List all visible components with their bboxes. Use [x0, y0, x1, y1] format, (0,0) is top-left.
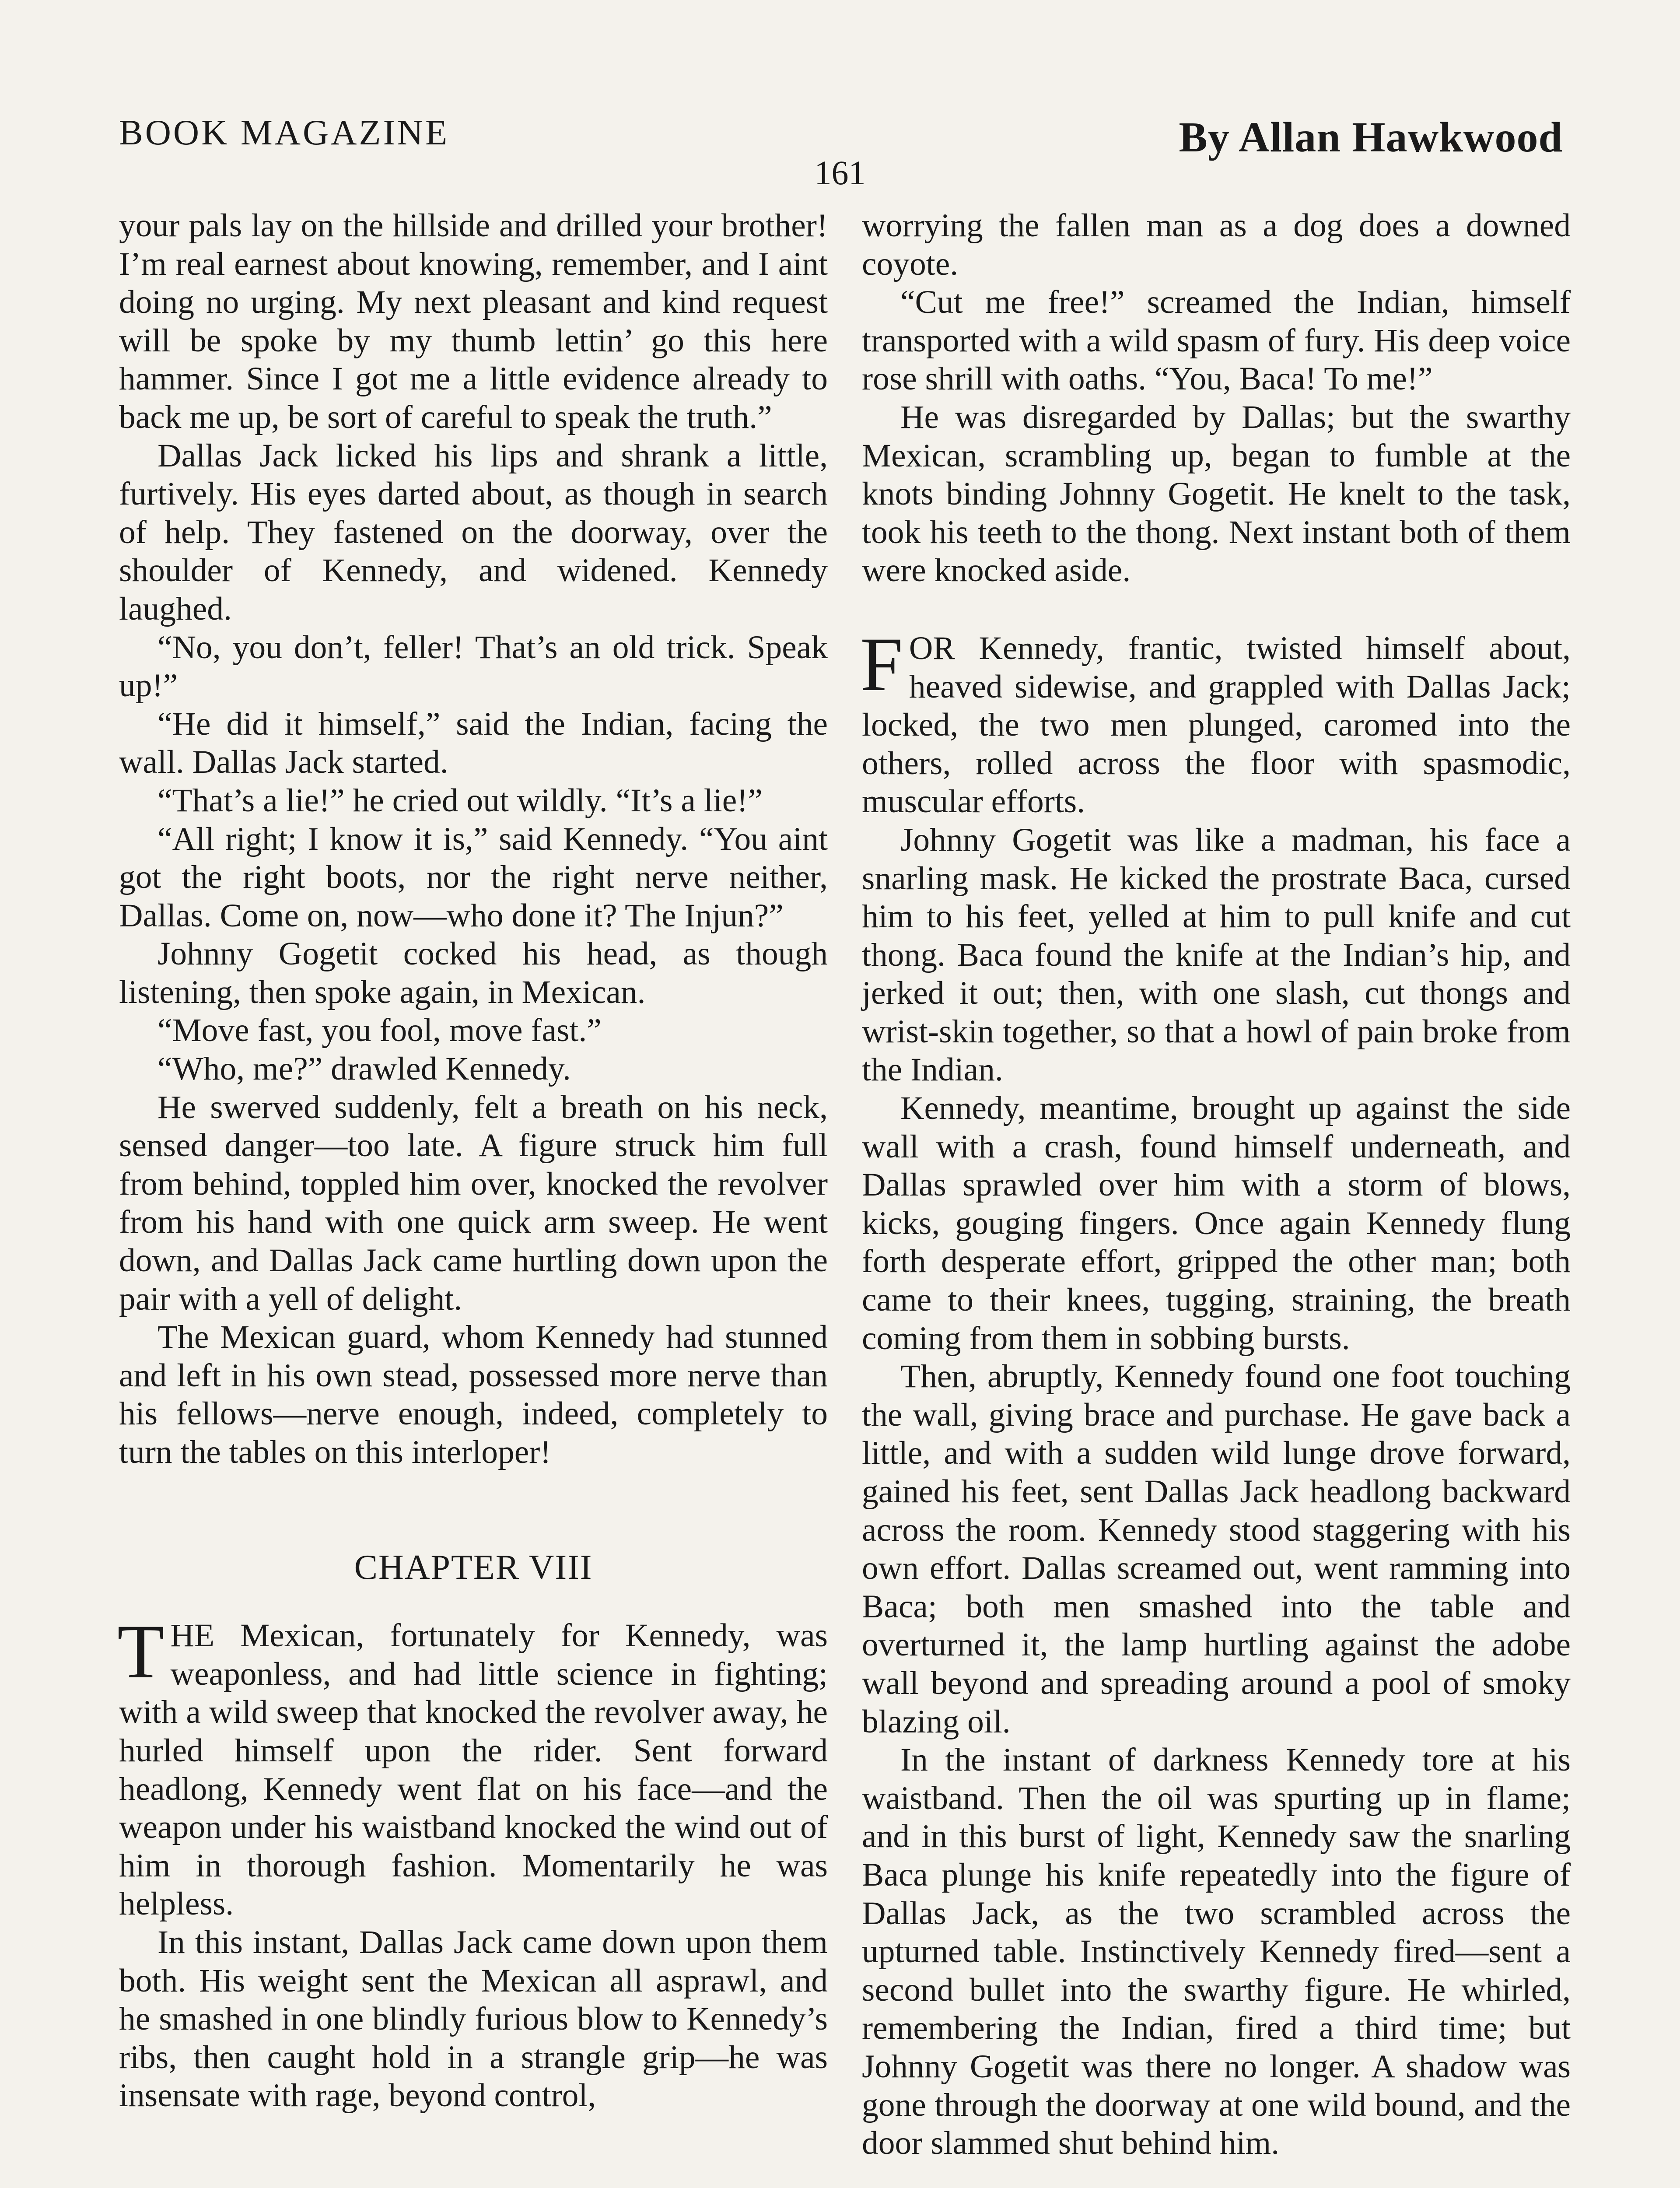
page-number: 161	[814, 154, 866, 192]
left-column	[119, 207, 828, 2115]
paragraph: “He did it himself,” said the Indian, facing the wall. Dallas Jack started.	[119, 705, 828, 781]
paragraph: Johnny Gogetit was like a madman, his face a snarling mask. He kicked the prostrate Baca, cursed him to his feet, yelled at him to pull knife and cut thong. Baca found the knife at the Indian’s hip, and jerked it out; then, with one slash, cut thongs and wrist-skin together, so that a howl of pain broke from the Indian.	[862, 821, 1571, 1088]
paragraph: “No, you don’t, feller! That’s an old trick. Speak up!”	[119, 629, 828, 704]
paragraph: Johnny Gogetit cocked his head, as though listening, then spoke again, in Mexican.	[119, 936, 828, 1010]
publication-title: BOOK MAGAZINE	[119, 112, 450, 152]
paragraph: Kennedy, meantime, brought up against the side wall with a crash, found himself underneath, and Dallas sprawled over him with a storm of blows, kicks, gouging fingers. Once again Kennedy flung forth desperate effort, gripped the other man; both came to their knees, tugging, straining, the breath coming from them in sobbing bursts.	[862, 1090, 1571, 1357]
paragraph: “All right; I know it is,” said Kennedy. “You aint got the right boots, nor the right nerve neither, Dallas. Come on, now—who done it? The Injun?”	[119, 820, 828, 934]
drop-cap: F	[860, 621, 903, 707]
section-opening-paragraph	[860, 621, 1571, 821]
author-byline: By Allan Hawkwood	[1179, 114, 1563, 161]
paragraph: “That’s a lie!” he cried out wildly. “It’s a lie!”	[158, 782, 763, 819]
paragraph-text: OR Kennedy, frantic, twisted himself about, heaved sidewise, and grappled with Dallas Jack; locked, the two men plunged, caromed into the others, rolled across the floor with spasmodic, muscular efforts.	[862, 630, 1571, 820]
paragraph: In the instant of darkness Kennedy tore at his waistband. Then the oil was spurting up in flame; and in this burst of light, Kennedy saw the snarling Baca plunge his knife repeatedly into the figure of Dallas Jack, as the two scrambled across the upturned table. Instinctively Kennedy fired—sent a second bullet into the swarthy figure. He whirled, remembering the Indian, fired a third time; but Johnny Gogetit was there no longer. A shadow was gone through the doorway at one wild bound, and the door slammed shut behind him.	[862, 1742, 1571, 2162]
paragraph: The Mexican guard, whom Kennedy had stunned and left in his own stead, possessed more nerve than his fellows—nerve enough, indeed, completely to turn the tables on this interloper!	[119, 1319, 828, 1470]
paragraph: “Move fast, you fool, move fast.”	[158, 1012, 602, 1049]
paragraph-text: HE Mexican, fortunately for Kennedy, was weaponless, and had little science in fighting; with a wild sweep that knocked the revolver away, he hurled himself upon the rider. Sent forward headlong, Kennedy went flat on his face—and the weapon under his waistband knocked the wind out of him in thorough fashion. Momentarily he was helpless.	[119, 1617, 828, 1922]
paragraph: He swerved suddenly, felt a breath on his neck, sensed danger—too late. A figure struck him full from behind, toppled him over, knocked the revolver from his hand with one quick arm sweep. He went down, and Dallas Jack came hurtling down upon the pair with a yell of delight.	[119, 1089, 828, 1317]
chapter-heading: CHAPTER VIII	[354, 1548, 593, 1587]
paragraph: “Cut me free!” screamed the Indian, himself transported with a wild spasm of fury. His deep voice rose shrill with oaths. “You, Baca! To me!”	[862, 284, 1571, 397]
drop-cap: T	[117, 1609, 164, 1695]
paragraph: worrying the fallen man as a dog does a downed coyote.	[862, 207, 1571, 282]
paragraph: In this instant, Dallas Jack came down upon them both. His weight sent the Mexican all asprawl, and he smashed in one blindly furious blow to Kennedy’s ribs, then caught hold in a strangle grip—he was insensate with rage, beyond control,	[119, 1924, 828, 2114]
section-break	[862, 590, 1571, 629]
paragraph: He was disregarded by Dallas; but the swarthy Mexican, scrambling up, began to fumble at the knots binding Johnny Gogetit. He knelt to the task, took his teeth to the thong. Next instant both of them were knocked aside.	[862, 399, 1571, 589]
chapter-opening-paragraph	[117, 1609, 828, 1923]
paragraph: Then, abruptly, Kennedy found one foot touching the wall, giving brace and purchase. He gave back a little, and with a sudden wild lunge drove forward, gained his feet, sent Dallas Jack headlong backward across the room. Kennedy stood staggering with his own effort. Dallas screamed out, went ramming into Baca; both men smashed into the table and overturned it, the lamp hurtling against the adobe wall beyond and spreading around a pool of smoky blazing oil.	[862, 1358, 1571, 1740]
right-column	[862, 207, 1571, 2163]
paragraph: your pals lay on the hillside and drilled your brother! I’m real earnest about knowing, remember, and I aint doing no urging. My next pleasant and kind request will be spoke by my thumb lettin’ go this here hammer. Since I got me a little evidence already to back me up, be sort of careful to speak the truth.”	[119, 207, 828, 435]
paragraph: Dallas Jack licked his lips and shrank a little, furtively. His eyes darted about, as though in search of help. They fastened on the doorway, over the shoulder of Kennedy, and widened. Kennedy laughed.	[119, 437, 828, 627]
paragraph: “Who, me?” drawled Kennedy.	[158, 1051, 571, 1087]
